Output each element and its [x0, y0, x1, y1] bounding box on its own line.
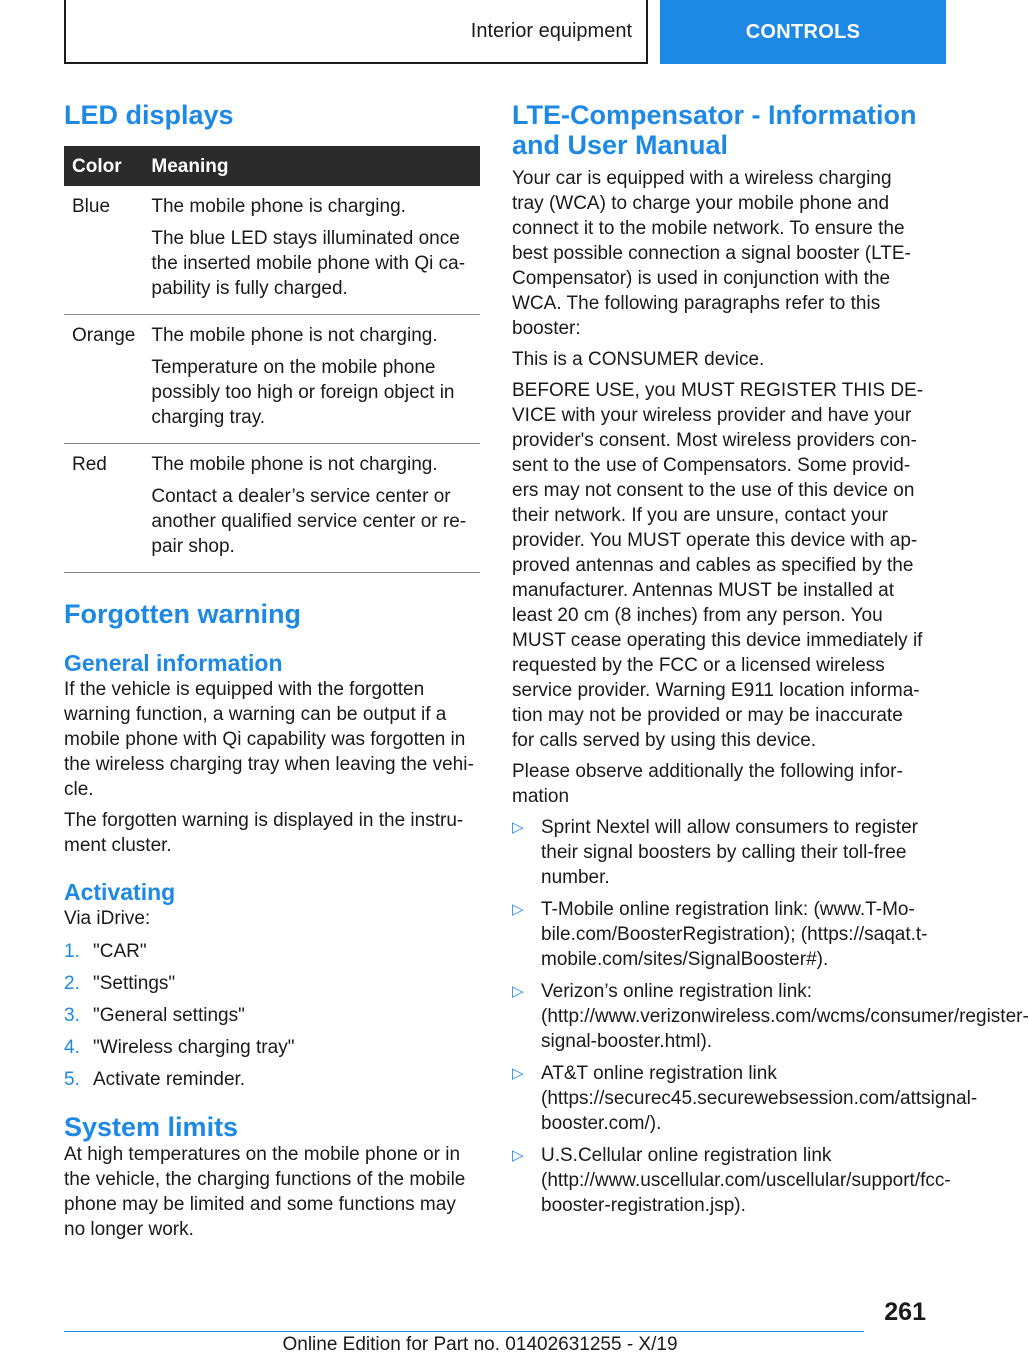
- triangle-bullet-icon: ▷: [512, 1065, 524, 1082]
- led-displays-heading: LED displays: [64, 100, 234, 130]
- general-paragraph-2: The forgotten warning is displayed in the instru-ment cluster.: [64, 810, 464, 856]
- step-text: "Wireless charging tray": [93, 1037, 295, 1058]
- step-text: "General settings": [93, 1005, 245, 1026]
- triangle-bullet-icon: ▷: [512, 901, 524, 918]
- led-table: [64, 146, 480, 573]
- led-meaning-line: Contact a dealer’s service center or another qualified service center or re-pair shop.: [151, 486, 467, 557]
- led-meaning-cell: [143, 444, 480, 573]
- header-section-label: Interior equipment: [470, 19, 632, 42]
- lte-paragraph-1: Your car is equipped with a wireless charging tray (WCA) to charge your mobile phone and connect it to the mobile network. To ensure the best possible connection a signal booster (LTE-Compensator) is used in conjunction with the WCA. The following paragraphs refer to this booster:: [512, 168, 911, 339]
- lte-paragraph-4: Please observe additionally the following infor-mation: [512, 761, 903, 807]
- page-number: 261: [884, 1298, 926, 1326]
- led-meaning-line: Temperature on the mobile phone possibly too high or foreign object in charging tray.: [151, 357, 455, 428]
- general-information-heading: General information: [64, 650, 283, 676]
- step-text: "Settings": [93, 973, 176, 994]
- lte-compensator-heading: LTE-Compensator - Information and User Manual: [512, 100, 917, 160]
- left-column: [64, 100, 480, 1248]
- lte-paragraph-3: BEFORE USE, you MUST REGISTER THIS DE-VICE with your wireless provider and have your provider's consent. Most wireless providers con-sent to the use of Compensators. Some provid-ers may not consent to the use of this device on their network. If you are unsure, contact your provider. You MUST operate this device with ap-proved antennas and cables as specified by the manufacturer. Antennas MUST be installed at least 20 cm (8 inches) from any person. You MUST cease operating this device immediately if requested by the FCC or a licensed wireless service provider. Warning E911 location informa-tion may not be provided or may be inaccurate for calls served by using this device.: [512, 380, 924, 751]
- lte-paragraph-2: This is a CONSUMER device.: [512, 349, 765, 370]
- led-meaning-line: The blue LED stays illuminated once the inserted mobile phone with Qi ca-pability is fully charged.: [151, 228, 466, 299]
- activating-intro: Via iDrive:: [64, 908, 151, 929]
- step-text: "CAR": [93, 941, 147, 962]
- led-table-header: [64, 146, 480, 186]
- step-text: Activate reminder.: [93, 1069, 246, 1090]
- led-meaning-line: The mobile phone is not charging.: [151, 454, 438, 475]
- led-table-header-color: Color: [64, 146, 143, 186]
- system-limits-paragraph: At high temperatures on the mobile phone or in the vehicle, the charging functions of the mobile phone may be limited and some functions may no longer work.: [64, 1144, 466, 1240]
- led-meaning-line: The mobile phone is charging.: [151, 196, 406, 217]
- registration-link-text: T-Mobile online registration link: (www.T-Mo-bile.com/BoosterRegistration); (https://saqat.t-mobile.com/sites/SignalBooster#).: [541, 899, 928, 970]
- led-table-header-meaning: Meaning: [143, 146, 480, 186]
- led-color-cell: Orange: [64, 315, 143, 444]
- list-item: [512, 979, 1029, 1054]
- registration-link-text: U.S.Cellular online registration link (http://www.uscellular.com/uscellular/support/fcc-booster-registration.jsp).: [541, 1145, 951, 1216]
- led-color-cell: Blue: [64, 186, 143, 315]
- list-item: [512, 1143, 951, 1218]
- triangle-bullet-icon: ▷: [512, 1147, 524, 1164]
- list-item: [64, 939, 480, 964]
- table-row: [64, 186, 480, 315]
- list-item: [64, 1003, 480, 1028]
- led-color-cell: Red: [64, 444, 143, 573]
- right-column: [512, 100, 1029, 1225]
- activating-steps: [64, 939, 480, 1092]
- led-meaning-line: The mobile phone is not charging.: [151, 325, 438, 346]
- registration-link-text: AT&T online registration link (https://securec45.securewebsession.com/attsignal-booster.com/).: [541, 1063, 978, 1134]
- list-item: [512, 815, 928, 890]
- header-section: [64, 0, 648, 64]
- footer-divider: [64, 1331, 864, 1332]
- led-meaning-cell: [143, 315, 480, 444]
- step-number: 2.: [64, 973, 80, 994]
- registration-links-list: [512, 815, 1029, 1218]
- activating-heading: Activating: [64, 879, 176, 905]
- triangle-bullet-icon: ▷: [512, 819, 524, 836]
- list-item: [512, 1061, 978, 1136]
- led-meaning-cell: [143, 186, 480, 315]
- registration-link-text: Verizon’s online registration link: (http://www.verizonwireless.com/wcms/consumer/register-signal-booster.html).: [541, 981, 1029, 1052]
- list-item: [64, 1067, 480, 1092]
- list-item: [64, 1035, 480, 1060]
- registration-link-text: Sprint Nextel will allow consumers to register their signal boosters by calling their toll-free number.: [541, 817, 918, 888]
- step-number: 5.: [64, 1069, 80, 1090]
- header-chapter-label: CONTROLS: [745, 20, 861, 43]
- step-number: 1.: [64, 941, 80, 962]
- forgotten-warning-heading: Forgotten warning: [64, 599, 301, 629]
- footer-edition: Online Edition for Part no. 01402631255 - X/19: [282, 1334, 678, 1355]
- step-number: 4.: [64, 1037, 80, 1058]
- system-limits-heading: System limits: [64, 1112, 239, 1142]
- step-number: 3.: [64, 1005, 80, 1026]
- header-chapter-tab[interactable]: [660, 0, 946, 64]
- table-row: [64, 315, 480, 444]
- list-item: [512, 897, 928, 972]
- general-paragraph-1: If the vehicle is equipped with the forgotten warning function, a warning can be output if a mobile phone with Qi capability was forgotten in the wireless charging tray when leaving the vehi-cle.: [64, 679, 474, 800]
- table-row: [64, 444, 480, 573]
- list-item: [64, 971, 480, 996]
- triangle-bullet-icon: ▷: [512, 983, 524, 1000]
